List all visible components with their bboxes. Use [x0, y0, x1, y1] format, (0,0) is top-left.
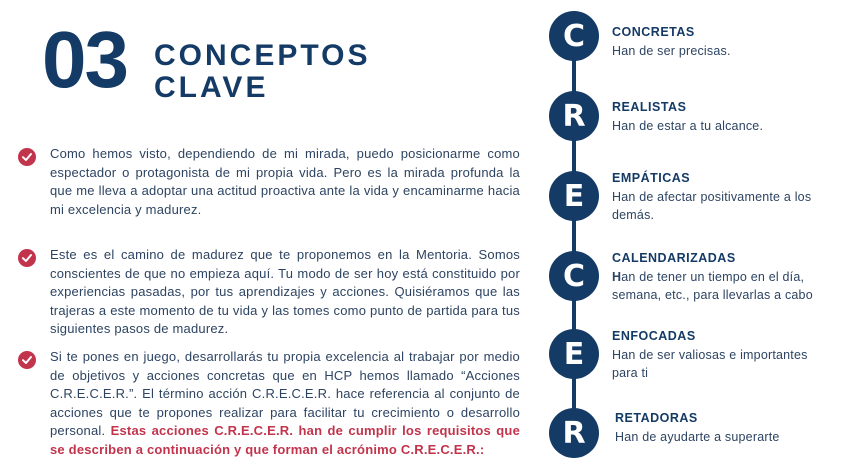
- acronym-letter-circle: E: [549, 329, 599, 379]
- acronym-heading: REALISTAS: [612, 100, 687, 114]
- acronym-letter-circle: R: [549, 408, 599, 458]
- acronym-description: Han de estar a tu alcance.: [612, 119, 764, 133]
- check-icon: [18, 249, 36, 267]
- acronym-letter-circle: C: [549, 251, 599, 301]
- paragraph-3: [50, 348, 520, 459]
- acronym-description: Han de ser valiosas e importantes para ti: [612, 348, 808, 380]
- acronym-letter-circle: C: [549, 11, 599, 61]
- section-title: [154, 40, 370, 104]
- paragraph-1: Como hemos visto, dependiendo de mi mirada, puedo posicionarme como espectador o protagonista de mi propia vida. Pero es la mirada profunda la que me lleva a adoptar una actitud proactiva ante la vida y encaminarme hacia mi excelencia y madurez.: [50, 146, 520, 217]
- acronym-item-retadoras: [615, 410, 835, 446]
- acronym-description: Han de ayudarte a superarte: [615, 430, 780, 444]
- paragraph-2: Este es el camino de madurez que te proponemos en la Mentoria. Somos conscientes de que no empieza aquí. Tu modo de ser hoy está constituido por experiencias pasadas, por tus aprendizajes y acciones. Quisiéramos que las trajeras a este momento de tu vida y las tomes como punto de partida para tus siguientes pasos de madurez.: [50, 247, 520, 336]
- acronym-heading: CALENDARIZADAS: [612, 251, 736, 265]
- acronym-description: Han de ser precisas.: [612, 44, 731, 58]
- acronym-item-calendarizadas: [612, 250, 832, 304]
- acronym-heading: ENFOCADAS: [612, 329, 696, 343]
- acronym-letter-circle: R: [549, 91, 599, 141]
- acronym-heading: CONCRETAS: [612, 25, 695, 39]
- paragraph-3-highlight: Estas acciones C.R.E.C.E.R. han de cumplir los requisitos que se describen a continuación y que forman el acrónimo C.R.E.C.E.R.:: [50, 423, 520, 457]
- acronym-letter-circle: E: [549, 171, 599, 221]
- paragraph-3-text: Si te pones en juego, desarrollarás tu propia excelencia al trabajar por medio de objetivos y acciones concretas que en HCP hemos llamado “Acciones C.R.E.C.E.R.”. El término acción C.R.E.C.E.R. hace referencia al conjunto de acciones que te propones realizar para facilitar tu crecimiento o desarrollo personal.: [50, 349, 520, 438]
- title-line-2: CLAVE: [154, 71, 269, 104]
- check-icon: [18, 351, 36, 369]
- acronym-item-concretas: [612, 24, 832, 60]
- acronym-heading: EMPÁTICAS: [612, 171, 691, 185]
- title-line-1: CONCEPTOS: [154, 39, 371, 72]
- acronym-item-realistas: [612, 99, 832, 135]
- acronym-description: Han de afectar positivamente a los demás.: [612, 190, 812, 222]
- acronym-description: Han de tener un tiempo en el día, semana, etc., para llevarlas a cabo: [612, 270, 813, 302]
- check-icon: [18, 148, 36, 166]
- section-number: 03: [42, 15, 127, 104]
- acronym-item-enfocadas: [612, 328, 832, 382]
- acronym-item-empaticas: [612, 170, 832, 224]
- acronym-heading: RETADORAS: [615, 411, 698, 425]
